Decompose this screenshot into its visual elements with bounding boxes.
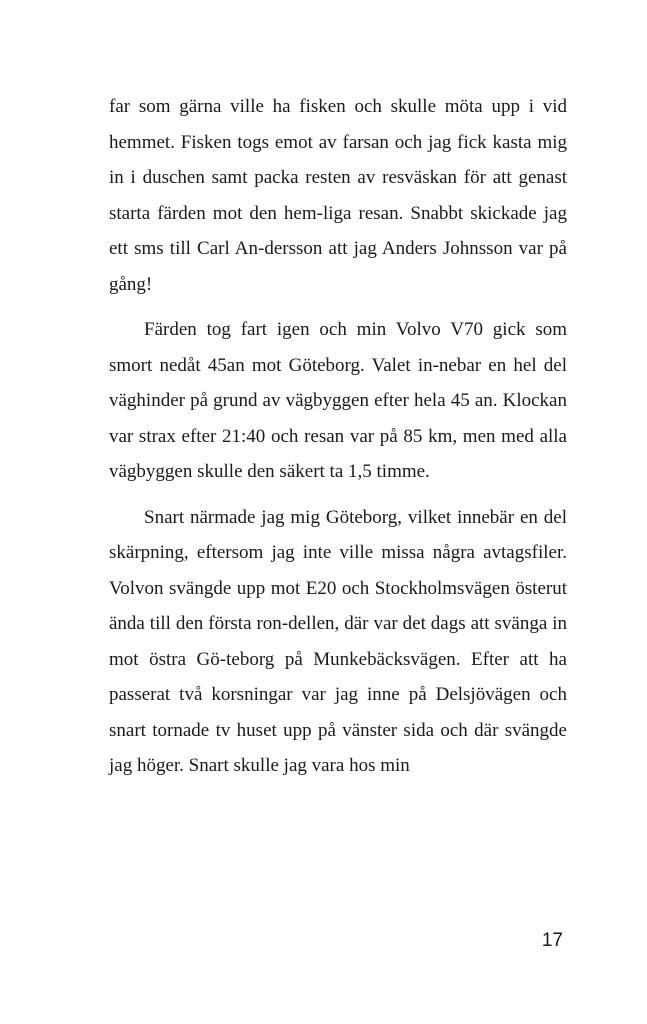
page-number: 17 — [541, 930, 563, 951]
body-text — [109, 89, 567, 794]
paragraph-1: far som gärna ville ha fisken och skulle möta upp i vid hemmet. Fisken togs emot av farsan och jag fick kasta mig in i duschen samt packa resten av resväskan för att genast starta färden mot den hem-liga resan. Snabbt skickade jag ett sms till Carl An-dersson att jag Anders Johnsson var på gång! — [109, 96, 567, 295]
paragraph-2: Färden tog fart igen och min Volvo V70 gick som smort nedåt 45an mot Göteborg. Valet in-nebar en hel del väghinder på grund av vägbyggen efter hela 45 an. Klockan var strax efter 21:40 och resan var på 85 km, men med alla vägbyggen skulle den säkert ta 1,5 timme. — [109, 319, 567, 482]
paragraph-3: Snart närmade jag mig Göteborg, vilket innebär en del skärpning, eftersom jag inte ville missa några avtagsfiler. Volvon svängde upp mot E20 och Stockholmsvägen österut ända till den första ron-dellen, där var det dags att svänga in mot östra Gö-teborg på Munkebäcksvägen. Efter att ha passerat två korsningar var jag inne på Delsjövägen och snart tornade tv huset upp på vänster sida och där svängde jag höger. Snart skulle jag vara hos min — [109, 506, 567, 776]
